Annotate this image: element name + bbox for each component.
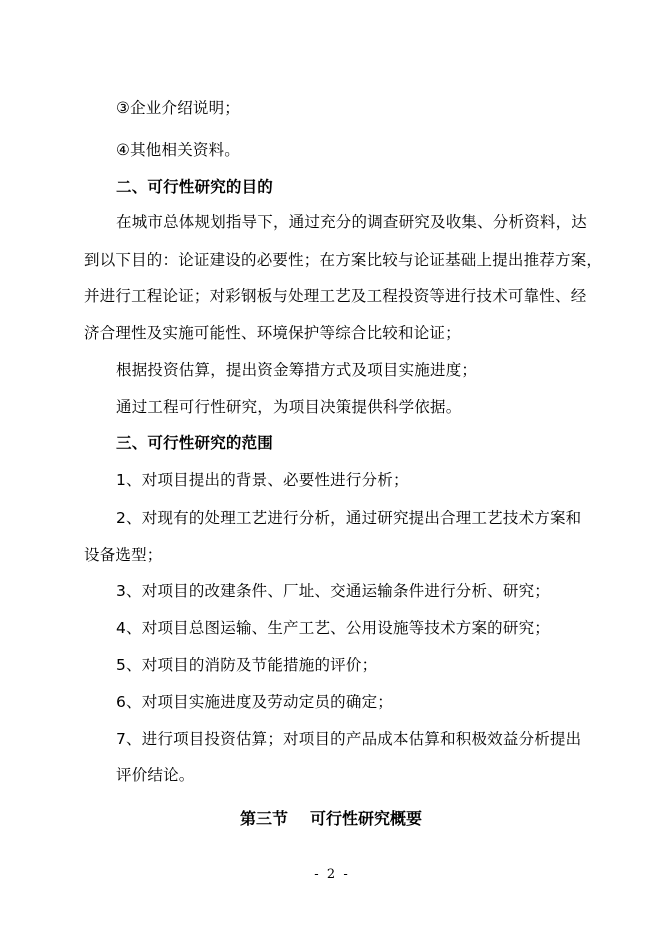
- list-item: 7、进行项目投资估算；对项目的产品成本估算和积极效益分析提出: [116, 730, 582, 748]
- list-item-continuation: 评价结论。: [116, 766, 195, 784]
- section-heading: 三、可行性研究的范围: [116, 434, 274, 452]
- section-title: [0, 809, 662, 829]
- section-heading: 二、可行性研究的目的: [116, 178, 274, 196]
- list-item: 1、对项目提出的背景、必要性进行分析；: [116, 471, 409, 489]
- list-item: 3、对项目的改建条件、厂址、交通运输条件进行分析、研究；: [116, 582, 550, 600]
- text-line: ③企业介绍说明；: [116, 99, 240, 117]
- text-line: 根据投资估算，提出资金筹措方式及项目实施进度；: [116, 361, 478, 379]
- list-item: 4、对项目总图运输、生产工艺、公用设施等技术方案的研究；: [116, 619, 550, 637]
- list-item: 2、对现有的处理工艺进行分析，通过研究提出合理工艺技术方案和: [116, 509, 582, 527]
- list-item-continuation: 设备选型；: [84, 546, 163, 564]
- text-line: 并进行工程论证；对彩钢板与处理工艺及工程投资等进行技术可靠性、经: [84, 287, 587, 305]
- text-line: 济合理性及实施可能性、环境保护等综合比较和论证；: [84, 324, 461, 342]
- section-title-text: 可行性研究概要: [310, 809, 423, 828]
- list-item: 6、对项目实施进度及劳动定员的确定；: [116, 693, 393, 711]
- text-line: 通过工程可行性研究，为项目决策提供科学依据。: [116, 398, 462, 416]
- text-line: 在城市总体规划指导下，通过充分的调查研究及收集、分析资料，达: [116, 213, 588, 231]
- page-number: - 2 -: [314, 867, 348, 882]
- section-title-number: 第三节: [239, 809, 288, 828]
- list-item: 5、对项目的消防及节能措施的评价；: [116, 656, 378, 674]
- text-line: ④其他相关资料。: [116, 141, 240, 159]
- text-line: 到以下目的：论证建设的必要性；在方案比较与论证基础上提出推荐方案，: [84, 251, 603, 269]
